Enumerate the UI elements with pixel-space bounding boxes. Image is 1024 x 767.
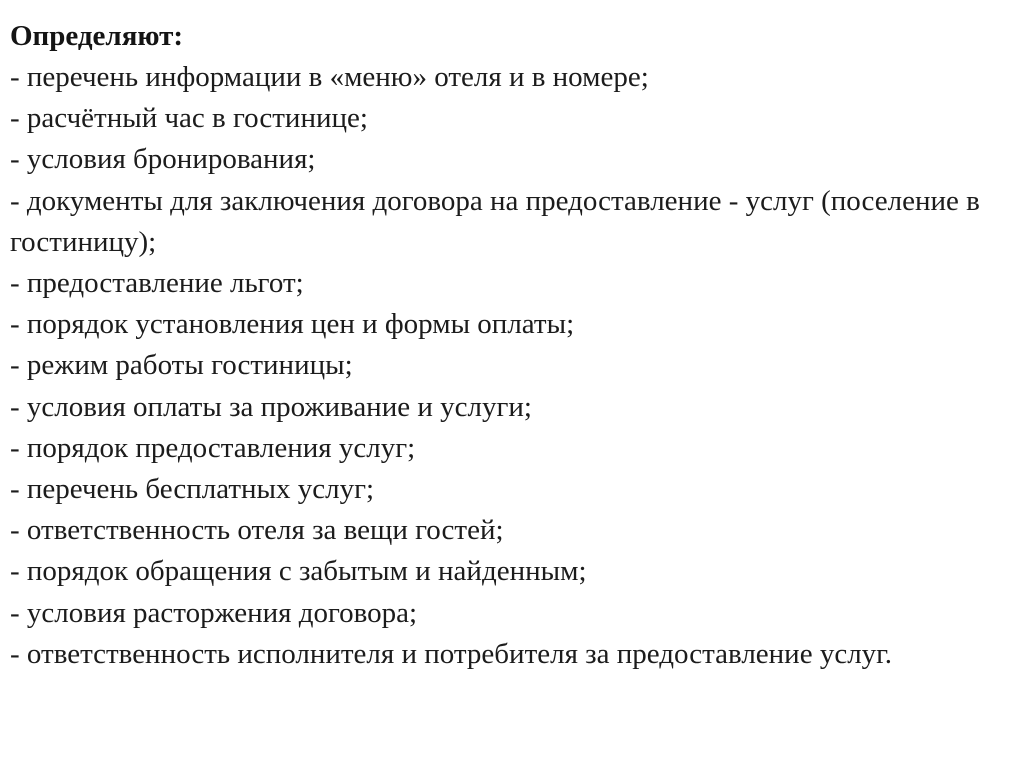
list-item: - порядок обращения с забытым и найденным; — [10, 555, 587, 588]
list-item: - режим работы гостиницы; — [10, 349, 353, 382]
heading: Определяют: — [10, 20, 184, 52]
list-item: - расчётный час в гостинице; — [10, 102, 368, 135]
list-item: - порядок установления цен и формы оплаты; — [10, 308, 575, 341]
list-item: - перечень бесплатных услуг; — [10, 473, 375, 506]
list-item: - условия расторжения договора; — [10, 596, 418, 629]
list-item: - документы для заключения договора на предоставление - услуг (поселение в гостиницу); — [10, 184, 980, 258]
text-block — [10, 16, 1010, 675]
list-item: - предоставление льгот; — [10, 267, 304, 300]
list-item: - условия бронирования; — [10, 143, 316, 176]
list-item: - ответственность отеля за вещи гостей; — [10, 514, 504, 547]
list-item: - условия оплаты за проживание и услуги; — [10, 390, 532, 423]
list-item: - перечень информации в «меню» отеля и в номере; — [10, 61, 649, 93]
list-item: - ответственность исполнителя и потребителя за предоставление услуг. — [10, 637, 893, 670]
list-item: - порядок предоставления услуг; — [10, 431, 416, 464]
items-list — [10, 57, 1010, 675]
